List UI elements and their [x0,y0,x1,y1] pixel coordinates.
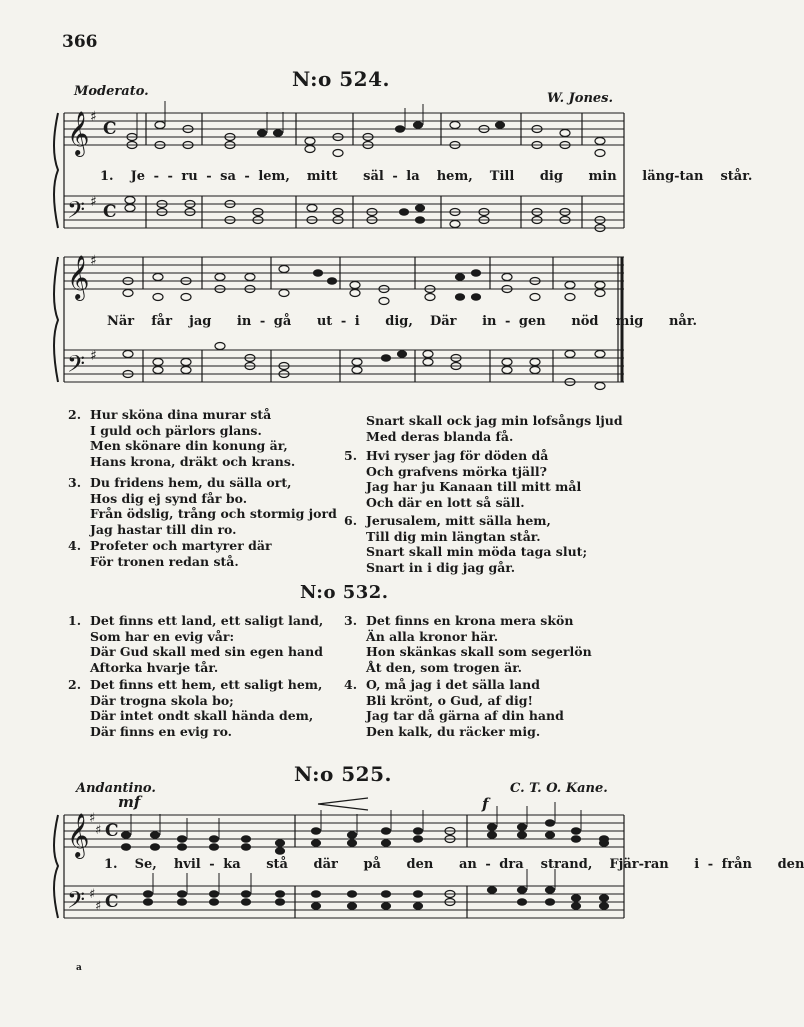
svg-text:♯: ♯ [89,887,96,902]
svg-text:♯: ♯ [90,194,97,210]
dynamic-mf: mf [118,793,141,811]
staff-525-treble [64,815,624,847]
hymn-524-composer: W. Jones. [547,91,614,106]
treble-clef-icon: 𝄞 [67,255,90,299]
hymn-524-lyrics-line-2: När får jag in - gå ut - i dig, Där in - gen nöd mig når. [107,314,697,329]
svg-text:C: C [105,821,119,841]
page-number: 366 [62,32,98,52]
staff-524-2-bass [64,350,624,382]
hymn-524-verse-6: 6. Jerusalem, mitt sälla hem, Till dig min längtan står. Snart skall min möda taga slut; Snart in i dig jag går. [344,513,588,575]
treble-clef-icon: 𝄞 [67,111,90,155]
hymn-524-verse-5: 5. Hvi ryser jag för döden då Och grafvens mörka tjäll? Jag har ju Kanaan till mitt mål Och där en lott så säll. [344,448,582,510]
hymn-524-tempo: Moderato. [74,84,149,99]
hymn-524-title: N:o 524. [292,67,390,91]
hymn-532-verse-1: 1. Det finns ett land, ett saligt land, Som har en evig vår: Där Gud skall med sin egen hand Aftorka hvarje tår. [68,613,324,675]
svg-text:♯: ♯ [89,811,96,826]
hymn-524-verse-3: 3. Du fridens hem, du sälla ort, Hos dig ej synd får bo. Från ödslig, trång och stormig jord Jag hastar till din ro. [68,475,337,537]
hymn-525-tempo: Andantino. [76,781,156,796]
hymn-525-title: N:o 525. [294,762,392,786]
bass-clef-icon: 𝄢 [67,350,86,383]
hymn-524-lyrics-line-1: 1. Je - - ru - sa - lem, mitt säl - la hem, Till dig min läng-tan står. [100,169,753,184]
svg-text:♯: ♯ [90,109,97,125]
hymn-532-verse-4: 4. O, må jag i det sälla land Bli krönt, o Gud, af dig! Jag tar då gärna af din hand Den kalk, du räcker mig. [344,677,564,739]
hymn-524-verse-4-cont: Snart skall ock jag min lofsångs ljud Med deras blanda få. [366,413,623,444]
svg-text:♯: ♯ [90,253,97,269]
svg-text:♯: ♯ [90,348,97,364]
svg-text:♯: ♯ [95,899,102,914]
hymn-524-verse-2: 2. Hur sköna dina murar stå I guld och pärlors glans. Men skönare din konung är, Hans krona, dräkt och krans. [68,407,296,469]
staff-524-2-treble [64,257,624,289]
svg-text:C: C [103,119,117,139]
svg-text:C: C [103,202,117,222]
hymn-532-title: N:o 532. [300,582,389,603]
bass-clef-icon: 𝄢 [67,886,86,919]
treble-clef-icon: 𝄞 [67,813,90,857]
bass-clef-icon: 𝄢 [67,196,86,229]
hymn-525-lyrics-line-1: 1. Se, hvil - ka stå där på den an - dra strand, Fjär-ran i - från den [104,857,804,872]
svg-text:♯: ♯ [95,823,102,838]
footer-mark: a [76,963,82,973]
hymn-532-verse-3: 3. Det finns en krona mera skön Än alla kronor här. Hon skänkas skall som segerlön Åt den, som trogen är. [344,613,592,675]
hymn-524-verse-4: 4. Profeter och martyrer där För tronen redan stå. [68,538,272,569]
dynamic-f: f [482,795,489,813]
crescendo-hairpin [318,798,368,810]
staff-524-1-treble [64,113,624,145]
svg-text:C: C [105,892,119,912]
hymn-525-composer: C. T. O. Kane. [510,781,608,796]
hymn-532-verse-2: 2. Det finns ett hem, ett saligt hem, Där trogna skola bo; Där intet ondt skall hända dem, Där finns en evig ro. [68,677,323,739]
brace [54,113,58,228]
